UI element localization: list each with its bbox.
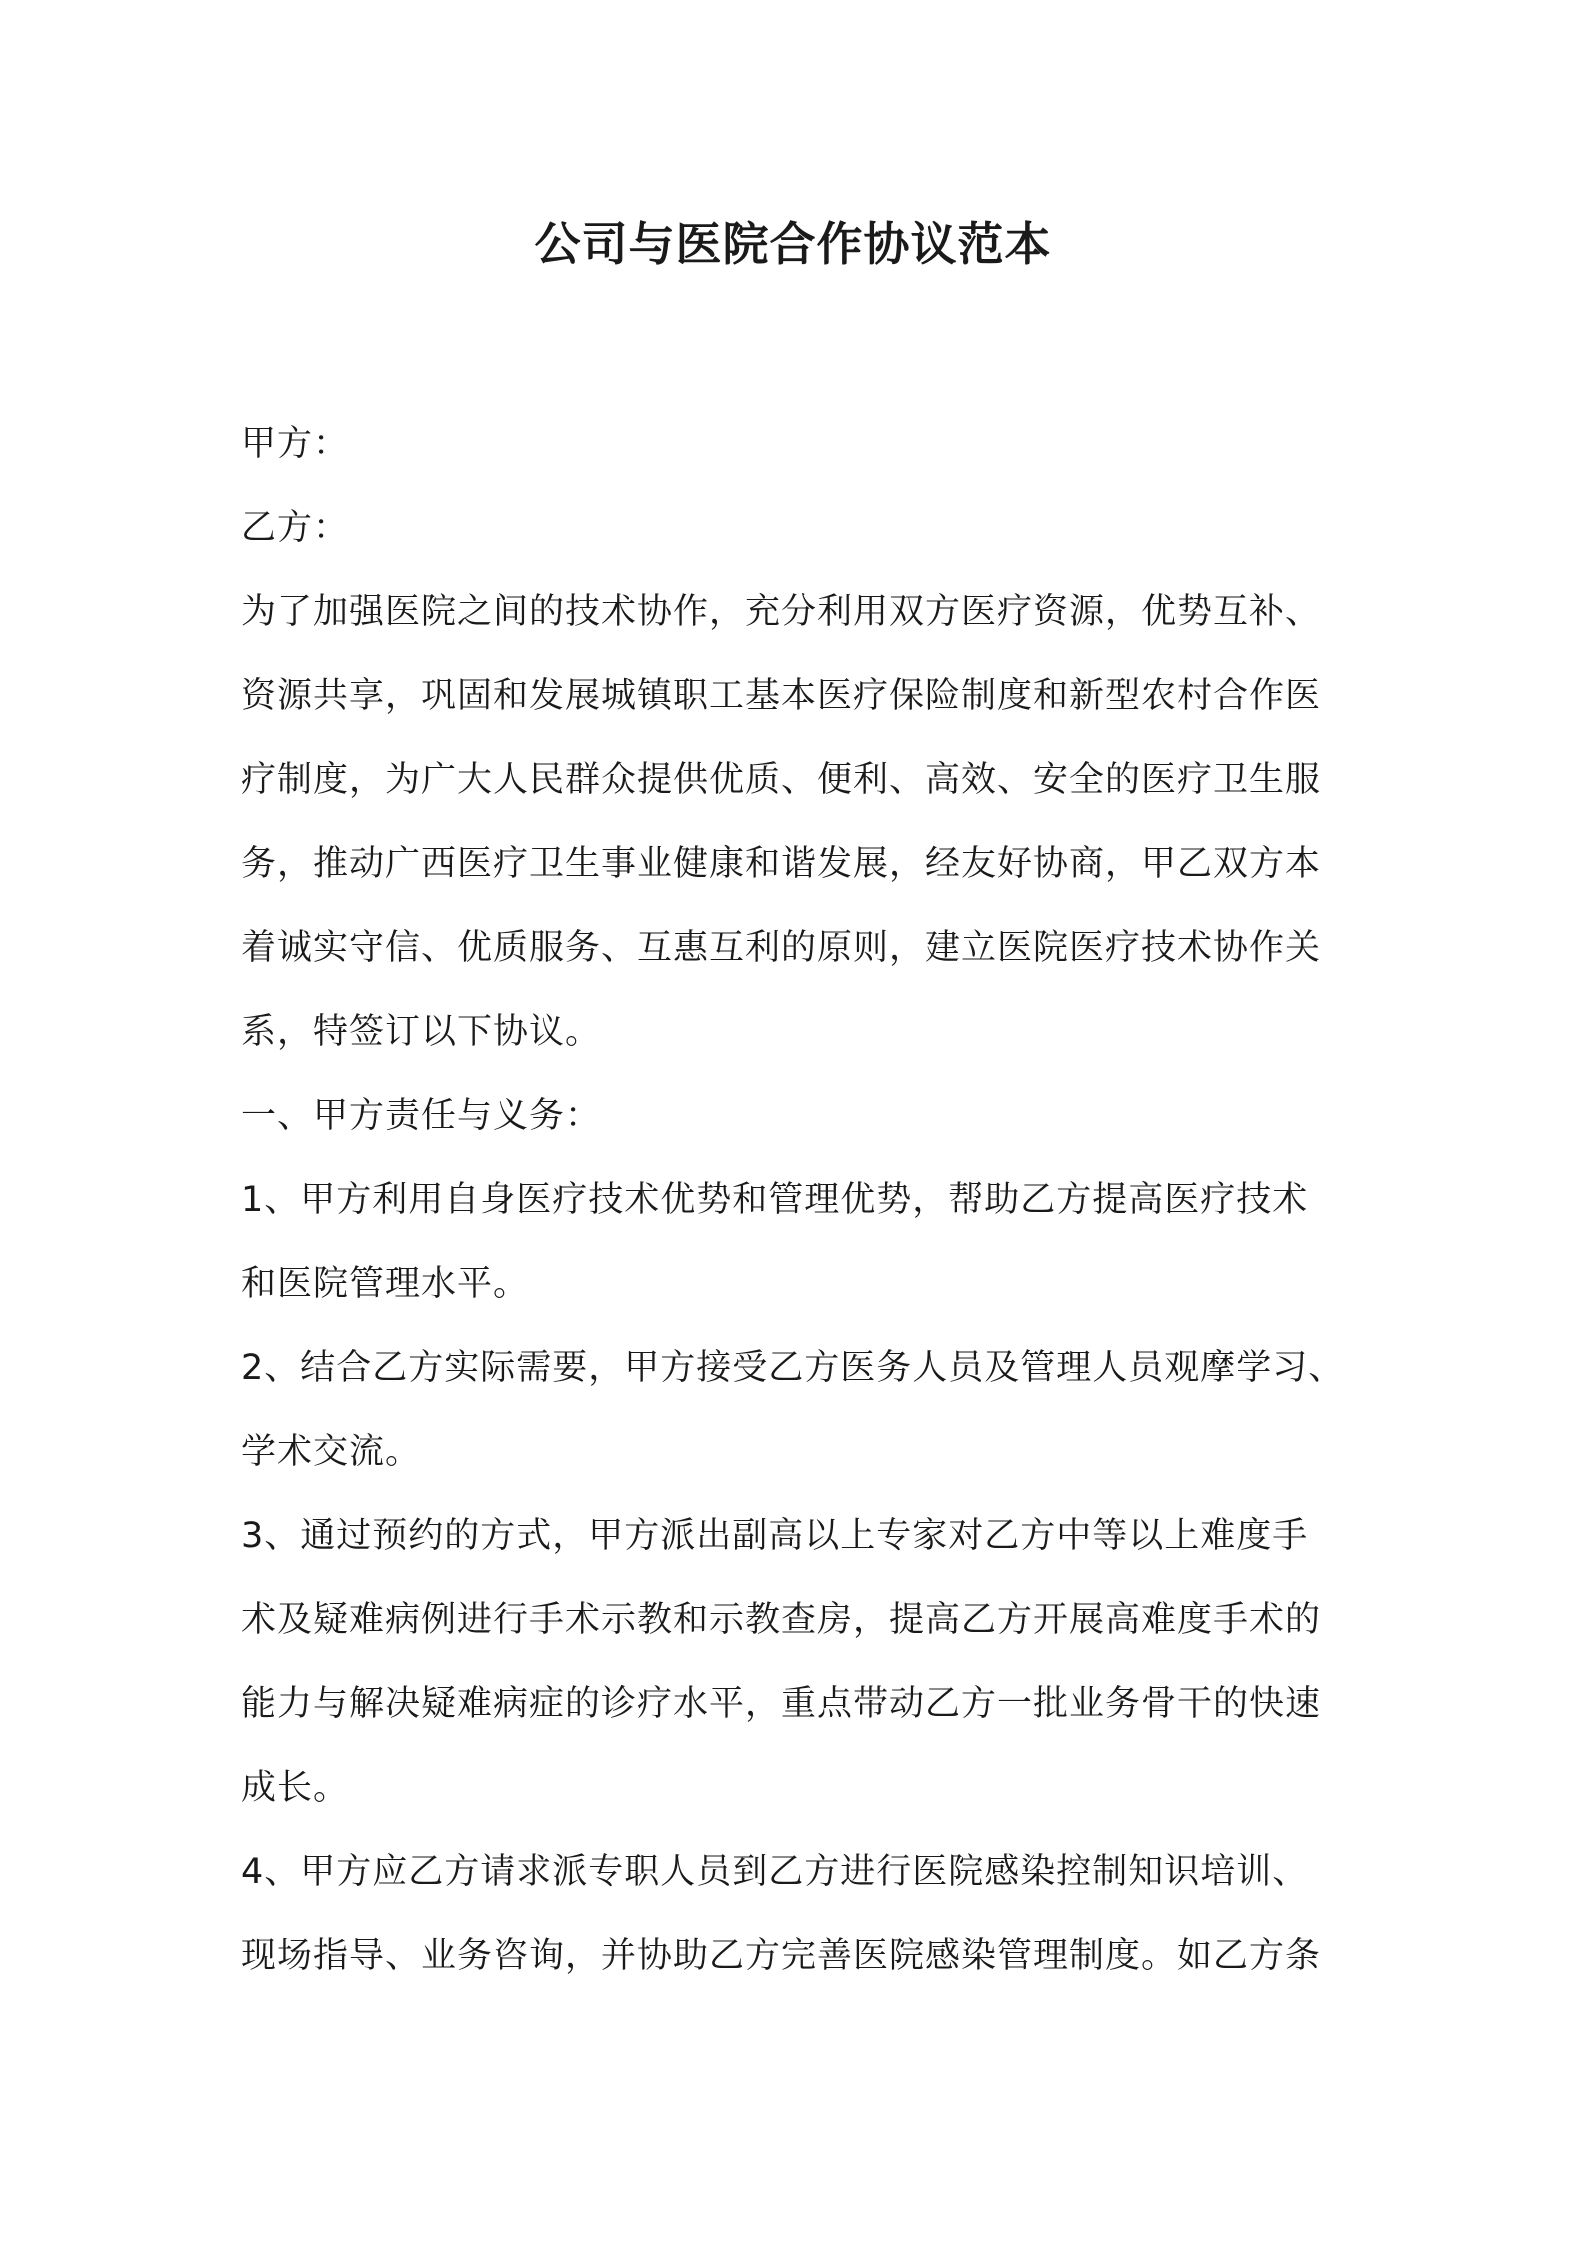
party-a-line: 甲方： — [241, 424, 350, 464]
intro-line-4: 务，推动广西医疗卫生事业健康和谐发展，经友好协商，甲乙双方本 — [241, 844, 1322, 884]
section-one-heading: 一、甲方责任与义务： — [241, 1096, 602, 1136]
clause-2-line-2: 学术交流。 — [241, 1432, 422, 1472]
clause-2-line-1: 2、结合乙方实际需要，甲方接受乙方医务人员及管理人员观摩学习、 — [241, 1348, 1345, 1388]
clause-3-line-3: 能力与解决疑难病症的诊疗水平，重点带动乙方一批业务骨干的快速 — [241, 1684, 1322, 1724]
intro-line-6: 系，特签订以下协议。 — [241, 1012, 602, 1052]
clause-4-line-1: 4、甲方应乙方请求派专职人员到乙方进行医院感染控制知识培训、 — [241, 1852, 1309, 1892]
clause-3-line-1: 3、通过预约的方式，甲方派出副高以上专家对乙方中等以上难度手 — [241, 1516, 1309, 1556]
clause-4-line-2: 现场指导、业务咨询，并协助乙方完善医院感染管理制度。如乙方条 — [241, 1936, 1322, 1976]
intro-line-5: 着诚实守信、优质服务、互惠互利的原则，建立医院医疗技术协作关 — [241, 928, 1322, 968]
intro-line-3: 疗制度，为广大人民群众提供优质、便利、高效、安全的医疗卫生服 — [241, 760, 1322, 800]
clause-1-line-2: 和医院管理水平。 — [241, 1264, 530, 1304]
clause-3-line-2: 术及疑难病例进行手术示教和示教查房，提高乙方开展高难度手术的 — [241, 1600, 1322, 1640]
party-b-line: 乙方： — [241, 508, 350, 548]
document-title: 公司与医院合作协议范本 — [534, 217, 1052, 271]
document-body — [241, 402, 1361, 1998]
intro-line-1: 为了加强医院之间的技术协作，充分利用双方医疗资源，优势互补、 — [241, 592, 1322, 632]
clause-3-line-4: 成长。 — [241, 1768, 350, 1808]
intro-line-2: 资源共享，巩固和发展城镇职工基本医疗保险制度和新型农村合作医 — [241, 676, 1322, 716]
clause-1-line-1: 1、甲方利用自身医疗技术优势和管理优势，帮助乙方提高医疗技术 — [241, 1180, 1309, 1220]
